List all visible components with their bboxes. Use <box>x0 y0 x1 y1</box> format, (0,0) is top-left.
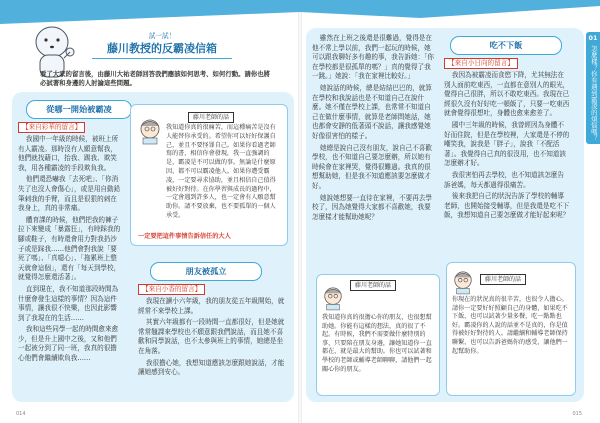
section3-content <box>444 56 570 254</box>
section1-paragraph: 體育課的時候，他們把我的褲子拉下來變成「暴露狂」，有時踩我的腳或鞋子，有時還會用力對我扔沙子或是踩我……他們會對我說「要死了嗎」、「真噁心」、「拖累班上整天就會這個」，還有「每天到學校，就覺得怎麼還活著」。 <box>18 215 121 282</box>
right-top-paragraph: 雖然在上班之後還是很難過，覺得是在他不常上學以前，我們一起玩的時候，她可以跟我聊好多有趣的事，我告訴她：「你在學校都是很孤單的嗎？」真的覺得了我一跳。」她說：「我在家裡比較好。」 <box>312 34 434 81</box>
section2-label: 【來自小香的留言】 <box>138 284 205 295</box>
section3-paragraph: 我很害怕再去學校，也不知道該怎麼告訴爸媽，每天都過得很痛苦。 <box>444 170 564 189</box>
section1-paragraph: 我和這些同學一起的時間愈來愈少，但是升上國中之後，又和他們一起被分到了同一班，我真的很擔心他們會繼續欺負我…… <box>18 325 119 363</box>
section3-paragraph: 後來我把自己的狀況告訴了學校的輔導老師，也開始接受輔導，但是我還是吃不下飯，我想知道自己要怎麼做才能好起來呢？ <box>444 192 570 220</box>
section1-title: 從哪一開始被霸凌 <box>26 100 132 119</box>
section1-paragraph: 直到現在，我不知道那段時間為什麼會發生這樣的事情？因為這件事情，讓我很不快樂，也因此影響到了我現在的生活…… <box>18 284 119 322</box>
section2-content <box>138 282 288 398</box>
section1-paragraph: 他們還恐嚇我「去死吧」、「你消失了也沒人會傷心」，或是用自動鉛筆刺我的手臂，而且是很狠的刺在我身上，真的非常痛。 <box>18 175 121 213</box>
professor-avatar <box>138 118 162 144</box>
advice-text-right-1: 我知道你真的很擔心你的朋友，也很想幫助她。你能有這樣的想法，真的很了不起。有時候，我們不需要做什麼特別的事，只要陪在朋友身邊，讓她知道你一直都在，就是最大的幫助。你也可以試著和學校的老師或輔導老師聊聊，請他們一起關心你的朋友。 <box>322 314 432 373</box>
professor-avatar <box>322 286 344 310</box>
right-top-paragraph: 她說話的時候，總是結結巴巴的，就算在學校和我說話也是不知道自己在說什麼。她不僅在學校上課，也常常不知道自己在做什麼事情，就算是老師問她話，她也都會安靜的低著頭不說話，讓我感覺她好像很害怕的樣子。 <box>312 83 432 140</box>
advice-text-right-2: 你現在的狀況真的很辛苦，也很令人擔心。請你一定要好好照顧自己的身體，如果吃不下飯，也可以試著少量多餐，吃一點點也好。霸凌你的人說的話並不是真的，你是值得被好好對待的人。請繼續和輔導老師保持聯繫，也可以告訴爸媽你的感受，讓他們一起幫助你。 <box>452 296 568 355</box>
section2-paragraph: 其實六年級都有一段時間一直都很好，但是她就常常翹課來學校也不願意跟我們說話，而且她不喜歡和同學說話，也不太參與班上的事情，她總是坐在角落。 <box>138 318 285 355</box>
chapter-side-tab <box>586 32 600 144</box>
page-number-right: 015 <box>572 411 582 417</box>
right-top-content <box>312 34 436 221</box>
intro-text: 看了大家的留言後，由藤川大祐老師回答我們應該如何思考、如何行動。請你也將必試著和身邊的人討論這些問題。 <box>40 70 271 87</box>
intro-title-block <box>92 30 232 59</box>
chapter-side-tab-text: 怎麼樣？你有遇到霸凌的煩惱嗎？ <box>589 44 598 141</box>
section3-label: 【來自小日向的留言】 <box>444 58 518 69</box>
intro-title: 藤川教授的反霸凌信箱 <box>92 40 232 59</box>
advice-tag-right-2: 藤川老師的話 <box>480 274 526 285</box>
section3-paragraph: 我因為被霸凌而食慾下降，尤其無法在別人面前吃東西，一直都在意別人的眼光，覺得自己很胖，所以不敢吃東西。我現在已經很久沒有好好吃一頓飯了，只要一吃東西就會覺得很想吐，身體也愈來愈差了。 <box>444 71 570 118</box>
section3-title: 吃不下飯 <box>450 36 562 55</box>
advice-tag-right-1: 藤川老師的話 <box>350 280 396 291</box>
page-number-left: 014 <box>16 411 26 417</box>
section3-paragraph: 國中三年級的時候，我曾經因為身體不好而住院，但是在學校裡，大家還是不停的嘲笑我，說我是「胖子」，說我「不配活著」。我覺得自己真的很沒用，也不知道該怎麼辦才好。 <box>444 120 570 168</box>
section2-paragraph: 我很擔心她，我想知道應該怎麼跟她說話，才能讓她感到安心。 <box>138 358 285 377</box>
right-top-paragraph: 她總是說自己沒有朋友，說自己不喜歡學校，也不知道自己要怎麼辦，所以她有時候會在家裡哭，覺得很難過。我真的很想幫助她，但是我不知道應該要怎麼做才好。 <box>312 143 432 190</box>
professor-avatar <box>452 270 474 294</box>
right-top-paragraph: 她說她想要一直待在家裡，不要再去學校了，因為她覺得大家都不喜歡她，我要怎麼樣才能幫助她呢？ <box>312 193 432 221</box>
section1-content <box>18 120 122 366</box>
advice-text-left: 我知道你真的很痛苦，而這種痛苦是沒有人能替你承受的。希望你可以好好保護自己，並且不要怪罪自己。如果你看過老師寫的書，相信你會發現，我一直強調的是，霸凌是不可以做的事。無論是什麼原因，都不可以霸凌他人。如果你遭受霸凌，一定要尋求協助，並且相信自己值得被好好對待。在你學習與成長的過程中，一定會遇到許多人，也一定會有人願意幫助你。請不要放棄，也不要孤單的一個人承受。 <box>166 124 276 219</box>
chapter-number: 01 <box>588 34 598 42</box>
advice-highlight-left: 一定要把這件事情告訴信任的大人 <box>138 233 231 240</box>
book-gutter <box>298 0 302 423</box>
intro-badge: 試一試！ <box>148 32 176 40</box>
section2-paragraph: 我現在讀小六年級，我的朋友從五年級開始，就經常不來學校上課。 <box>138 297 285 315</box>
section2-title: 朋友被孤立 <box>150 262 262 281</box>
section1-label: 【來自彩華的留言】 <box>18 122 85 133</box>
advice-tag-left: 藤川老師的話 <box>188 112 234 123</box>
section1-paragraph: 我國中一年級的時候，被班上所有人霸凌。那時沒有人願意幫我，他們就找藉口，抬我、踢我、欺笑我，用各種霸凌的手段欺負我。 <box>18 135 119 172</box>
